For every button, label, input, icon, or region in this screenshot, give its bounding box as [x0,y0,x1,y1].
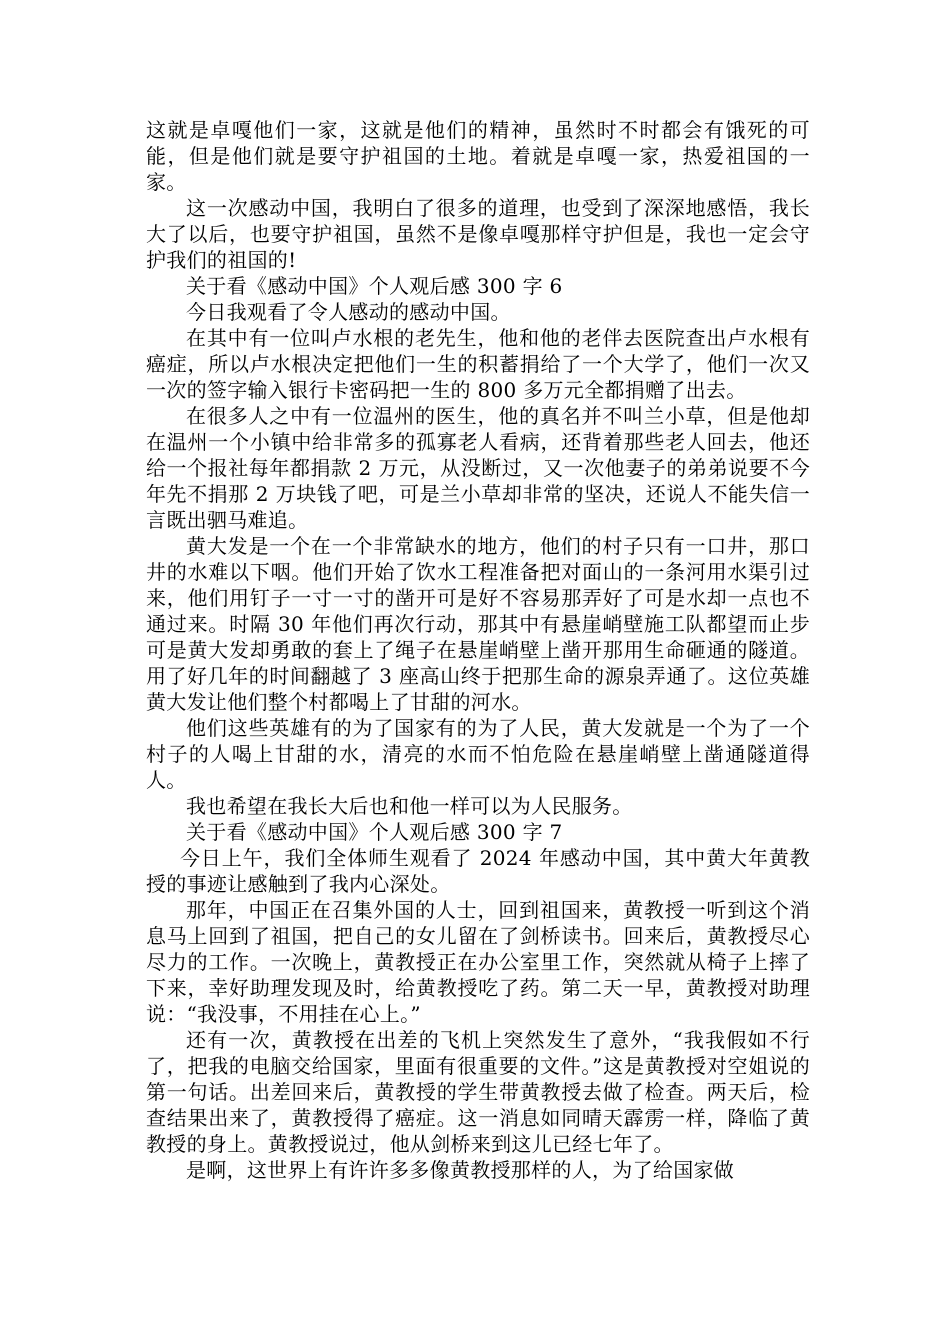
document-page [146,117,810,1183]
paragraph-9: 今日上午，我们全体师生观看了 2024 年感动中国，其中黄大年黄教授的事迹让感触到了我内心深处。 [146,846,810,896]
paragraph-12: 是啊，这世界上有许许多多像黄教授那样的人，为了给国家做 [186,1158,735,1182]
paragraph-7: 他们这些英雄有的为了国家有的为了人民，黄大发就是一个为了一个村子的人喝上甘甜的水，清亮的水而不怕危险在悬崖峭壁上凿通隧道得人。 [146,716,810,792]
paragraph-8: 我也希望在我长大后也和他一样可以为人民服务。 [186,794,633,818]
paragraph-10: 那年，中国正在召集外国的人士，回到祖国来，黄教授一听到这个消息马上回到了祖国，把自己的女儿留在了剑桥读书。回来后，黄教授尽心尽力的工作。一次晚上，黄教授正在办公室里工作，突然就从椅子上摔了下来，幸好助理发现及时，给黄教授吃了药。第二天一早，黄教授对助理说：“我没事，不用挂在心上。” [146,898,810,1026]
paragraph-4: 在其中有一位叫卢水根的老先生，他和他的老伴去医院查出卢水根有癌症，所以卢水根决定把他们一生的积蓄捐给了一个大学了，他们一次又一次的签字输入银行卡密码把一生的 800 多万元全都捐赠了出去。 [146,326,810,402]
paragraph-2: 这一次感动中国，我明白了很多的道理，也受到了深深地感悟，我长大了以后，也要守护祖国，虽然不是像卓嘎那样守护但是，我也一定会守护我们的祖国的! [146,196,810,272]
paragraph-1: 这就是卓嘎他们一家，这就是他们的精神，虽然时不时都会有饿死的可能，但是他们就是要守护祖国的土地。着就是卓嘎一家，热爱祖国的一家。 [146,118,810,194]
paragraph-3: 今日我观看了令人感动的感动中国。 [186,300,511,324]
paragraph-11: 还有一次，黄教授在出差的飞机上突然发生了意外，“我我假如不行了，把我的电脑交给国家，里面有很重要的文件。”这是黄教授对空姐说的第一句话。出差回来后，黄教授的学生带黄教授去做了检查。两天后，检查结果出来了，黄教授得了癌症。这一消息如同晴天霹雳一样，降临了黄教授的身上。黄教授说过，他从剑桥来到这儿已经七年了。 [146,1028,810,1156]
section-heading-7: 关于看《感动中国》个人观后感 300 字 7 [186,820,563,844]
section-heading-6: 关于看《感动中国》个人观后感 300 字 6 [186,274,563,298]
paragraph-5: 在很多人之中有一位温州的医生，他的真名并不叫兰小草，但是他却在温州一个小镇中给非常多的孤寡老人看病，还背着那些老人回去，他还给一个报社每年都捐款 2 万元，从没断过，又一次他妻子的弟弟说要不今年先不捐那 2 万块钱了吧，可是兰小草却非常的坚决，还说人不能失信一言既出驷马难追。 [146,404,810,532]
paragraph-6: 黄大发是一个在一个非常缺水的地方，他们的村子只有一口井，那口井的水难以下咽。他们开始了饮水工程准备把对面山的一条河用水渠引过来，他们用钉子一寸一寸的凿开可是好不容易那弄好了可是水却一点也不通过来。时隔 30 年他们再次行动，那其中有悬崖峭壁施工队都望而止步可是黄大发却勇敢的套上了绳子在悬崖峭壁上凿开那用生命砸通的隧道。用了好几年的时间翻越了 3 座高山终于把那生命的源泉弄通了。这位英雄黄大发让他们整个村都喝上了甘甜的河水。 [146,534,810,714]
